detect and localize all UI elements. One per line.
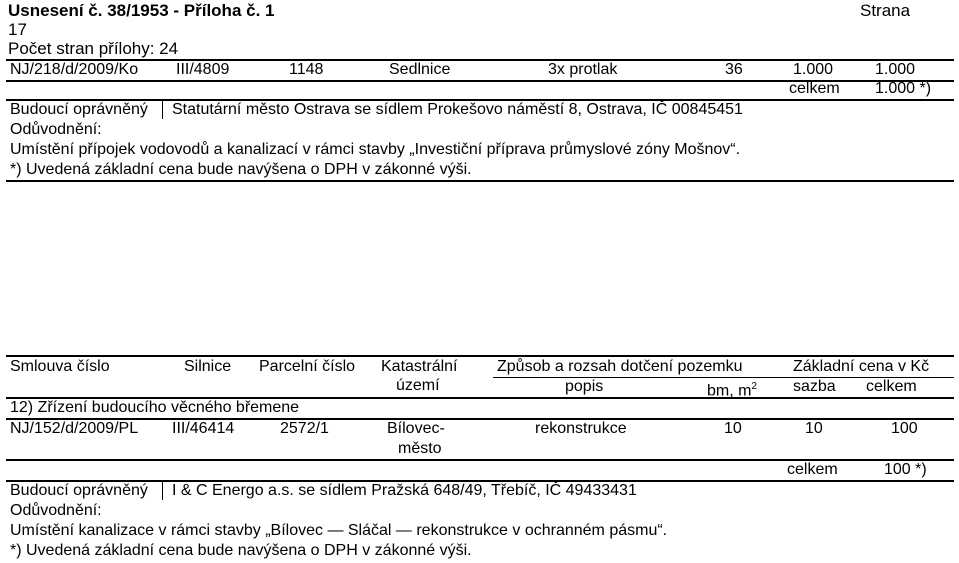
row-rate: 10 [805,420,823,437]
header-cadastre: Katastrální [381,358,458,375]
road-number: III/4809 [176,61,230,78]
beneficiary: Statutární město Ostrava se sídlem Prokešovo náměstí 8, Ostrava, IČ 00845451 [172,101,743,118]
method: 3x protlak [548,61,618,78]
row-contract: NJ/152/d/2009/PL [10,420,139,437]
reason-text: Umístění kanalizace v rámci stavby „Bílovec — Sláčal — rekonstrukce v ochranném pásmu“. [10,522,668,539]
area-value: 36 [725,61,743,78]
row-parcel: 2572/1 [280,420,329,437]
header-cadastre-2: území [396,377,440,394]
row-total: 100 [891,420,918,437]
header-desc: popis [565,378,604,395]
document-title: Usnesení č. 38/1953 - Příloha č. 1 [8,1,275,20]
row-method: rekonstrukce [535,420,627,437]
rule [6,355,954,357]
section-title: 12) Zřízení budoucího věcného břemene [10,399,300,416]
page-number: 17 [8,20,27,39]
row-area: 10 [724,420,742,437]
parcel-number: 1148 [289,61,324,78]
reason-text: Umístění přípojek vodovodů a kanalizací v rámci stavby „Investiční příprava průmyslové zóny Mošnov“. [10,141,741,158]
rule [6,180,954,182]
reason-label: Odůvodnění: [10,121,102,138]
reason-label: Odůvodnění: [10,502,102,519]
header-total: celkem [866,378,917,395]
row-road: III/46414 [172,420,235,437]
header-road: Silnice [184,358,232,375]
total-label: celkem [789,80,840,97]
attachment-pages: Počet stran přílohy: 24 [8,39,179,58]
header-parcel: Parcelní číslo [259,358,356,375]
grand-total: 1.000 *) [875,80,932,97]
grand-total: 100 *) [884,461,927,478]
header-area-unit: bm, $m^2$ [707,381,758,400]
beneficiary: I & C Energo a.s. se sídlem Pražská 648/49, Třebíč, IČ 49433431 [172,482,637,499]
header-method: Způsob a rozsah dotčení pozemku [497,358,743,375]
row-cadastre-2: město [398,440,442,457]
row-cadastre: Bílovec- [387,420,445,437]
vat-note: *) Uvedená základní cena bude navýšena o DPH v zákonné výši. [10,542,472,559]
rate-value: 1.000 [793,61,834,78]
beneficiary-label: Budoucí oprávněný [10,101,148,118]
page-label: Strana [860,1,911,20]
total-value: 1.000 [875,61,916,78]
header-rate: sazba [793,378,836,395]
vat-note: *) Uvedená základní cena bude navýšena o DPH v zákonné výši. [10,161,472,178]
divider [162,100,163,119]
header-contract: Smlouva číslo [10,358,110,375]
total-label: celkem [787,461,838,478]
cadastre-name: Sedlnice [389,61,451,78]
header-base-price: Základní cena v Kč [793,358,930,375]
divider [162,481,163,500]
beneficiary-label: Budoucí oprávněný [10,482,148,499]
contract-number: NJ/218/d/2009/Ko [10,61,139,78]
